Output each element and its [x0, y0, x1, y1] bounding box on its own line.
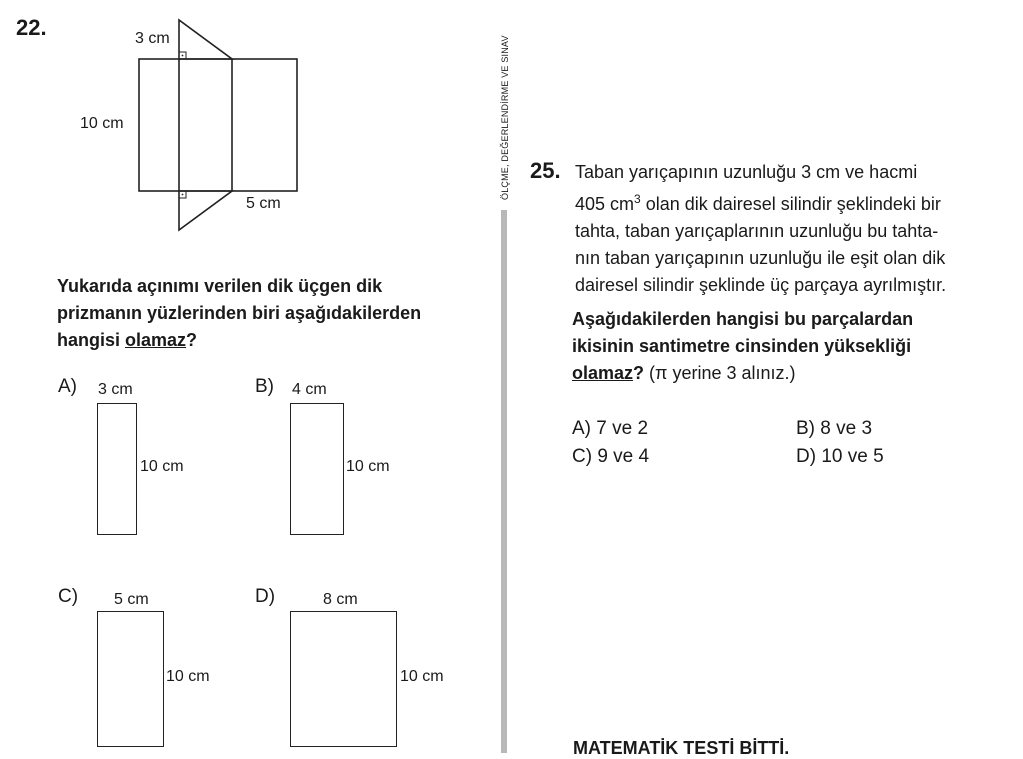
- option-d-rectangle: [290, 611, 397, 747]
- stem-negative-keyword: olamaz: [125, 330, 187, 350]
- option-b-rectangle: [290, 403, 344, 535]
- q25-line-2-superscript: 3: [634, 192, 641, 206]
- q25-line-2-pre: 405 cm: [575, 194, 635, 214]
- net-bottom-triangle: [179, 191, 232, 230]
- q25-line-4: nın taban yarıçapının uzunluğu ile eşit olan dik: [575, 248, 946, 268]
- option-a-width-label: 3 cm: [98, 381, 133, 398]
- option-d-width-label: 8 cm: [323, 591, 358, 608]
- q25-line-3: tahta, taban yarıçaplarının uzunluğu bu tahta-: [575, 221, 939, 241]
- net-label-left: 10 cm: [80, 115, 124, 132]
- stem-line-2: prizmanın yüzlerinden biri aşağıdakilerden: [57, 303, 422, 323]
- q25-prompt-line-3: [572, 360, 913, 387]
- option-b-width-label: 4 cm: [292, 381, 327, 398]
- q25-line-2-post: olan dik dairesel silindir şeklindeki bir: [640, 194, 941, 214]
- column-divider: [501, 210, 507, 753]
- q25-option-b[interactable]: B) 8 ve 3: [796, 418, 873, 439]
- q25-line-5: dairesel silindir şeklinde üç parçaya ayrılmıştır.: [575, 275, 947, 295]
- q25-prompt-line-2: ikisinin santimetre cinsinden yüksekliği: [572, 336, 912, 356]
- option-a-height-label: 10 cm: [140, 458, 184, 475]
- q25-option-c[interactable]: C) 9 ve 4: [572, 446, 650, 467]
- q25-line-1: Taban yarıçapının uzunluğu 3 cm ve hacmi: [575, 162, 918, 182]
- option-c-height-label: 10 cm: [166, 668, 210, 685]
- q25-option-a[interactable]: A) 7 ve 2: [572, 418, 649, 439]
- q25-line-2: [575, 186, 946, 218]
- net-top-triangle: [179, 20, 232, 59]
- sidebar-vertical-label: ÖLÇME, DEĞERLENDİRME VE SINAV: [500, 35, 510, 200]
- stem-line-1: Yukarıda açınımı verilen dik üçgen dik: [57, 276, 383, 296]
- question-25-body: [575, 159, 946, 299]
- option-a-rectangle: [97, 403, 137, 535]
- option-b-letter[interactable]: B): [255, 376, 274, 397]
- q25-prompt-line-1: Aşağıdakilerden hangisi bu parçalardan: [572, 309, 914, 329]
- question-25-prompt: [572, 306, 913, 387]
- stem-line-3: [57, 327, 421, 354]
- net-label-top: 3 cm: [135, 30, 170, 47]
- test-end-footer: MATEMATİK TESTİ BİTTİ.: [573, 738, 790, 758]
- net-label-bottom: 5 cm: [246, 195, 281, 212]
- option-c-width-label: 5 cm: [114, 591, 149, 608]
- stem-question-mark: ?: [186, 330, 198, 350]
- stem-line-3-pre: hangisi: [57, 330, 126, 350]
- question-22-number: 22.: [16, 15, 47, 40]
- question-22-stem: [57, 273, 421, 354]
- q25-question-mark: ?: [633, 363, 645, 383]
- option-b-height-label: 10 cm: [346, 458, 390, 475]
- option-c-letter[interactable]: C): [58, 586, 79, 607]
- option-d-letter[interactable]: D): [255, 586, 276, 607]
- question-25-number: 25.: [530, 158, 561, 183]
- q25-negative-keyword: olamaz: [572, 363, 634, 383]
- q25-option-d[interactable]: D) 10 ve 5: [796, 446, 884, 467]
- option-a-letter[interactable]: A): [58, 376, 77, 397]
- net-rectangle-strip: [139, 59, 297, 191]
- option-c-rectangle: [97, 611, 164, 747]
- option-d-height-label: 10 cm: [400, 668, 444, 685]
- q25-pi-note: (π yerine 3 alınız.): [644, 363, 796, 383]
